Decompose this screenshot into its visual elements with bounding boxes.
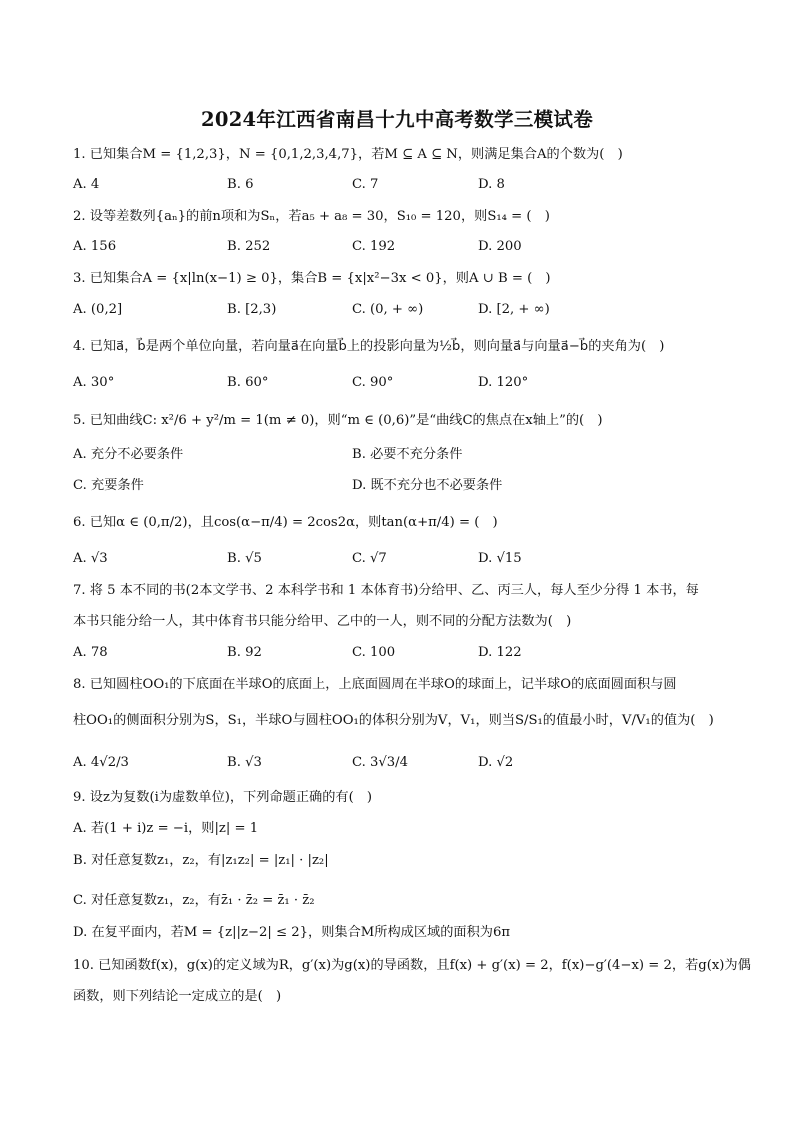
question-8-option-b: B. √3 bbox=[227, 755, 262, 770]
question-5-option-b: B. 必要不充分条件 bbox=[352, 447, 463, 462]
question-3-stem: 3. 已知集合A = {x|ln(x−1) ≥ 0}，集合B = {x|x²−3x < 0}，则A ∪ B = ( ) bbox=[73, 271, 551, 286]
question-2-option-d: D. 200 bbox=[478, 239, 522, 254]
question-7-option-a: A. 78 bbox=[73, 645, 108, 660]
question-10-stem: 10. 已知函数f(x)，g(x)的定义域为R，g′(x)为g(x)的导函数，且f(x) + g′(x) = 2，f(x)−g′(4−x) = 2，若g(x)为偶 bbox=[73, 958, 751, 973]
question-8-option-a: A. 4√2/3 bbox=[73, 755, 129, 770]
question-3-option-d: D. [2, + ∞) bbox=[478, 302, 550, 317]
question-2-option-b: B. 252 bbox=[227, 239, 271, 254]
question-7-option-d: D. 122 bbox=[478, 645, 522, 660]
question-2-option-c: C. 192 bbox=[352, 239, 396, 254]
question-3-option-c: C. (0, + ∞) bbox=[352, 302, 424, 317]
question-4-option-b: B. 60° bbox=[227, 375, 269, 390]
question-4-option-d: D. 120° bbox=[478, 375, 529, 390]
question-9-option-a: A. 若(1 + i)z = −i，则|z| = 1 bbox=[73, 821, 259, 836]
question-9-stem: 9. 设z为复数(i为虚数单位)，下列命题正确的有( ) bbox=[73, 790, 373, 805]
question-5-option-d: D. 既不充分也不必要条件 bbox=[352, 478, 503, 493]
question-9-option-c: C. 对任意复数z₁，z₂，有z̄₁ · z̄₂ = z̄₁ · z̄₂ bbox=[73, 893, 315, 908]
question-7-stem-continued: 本书只能分给一人，其中体育书只能分给甲、乙中的一人，则不同的分配方法数为( ) bbox=[73, 614, 572, 629]
question-4-option-a: A. 30° bbox=[73, 375, 115, 390]
question-6-option-d: D. √15 bbox=[478, 551, 522, 566]
question-1-option-c: C. 7 bbox=[352, 177, 379, 192]
question-1-stem: 1. 已知集合M = {1,2,3}，N = {0,1,2,3,4,7}，若M ⊆ A ⊆ N，则满足集合A的个数为( ) bbox=[73, 147, 623, 162]
question-5-option-c: C. 充要条件 bbox=[73, 478, 144, 493]
question-7-option-c: C. 100 bbox=[352, 645, 396, 660]
question-8-stem: 8. 已知圆柱OO₁的下底面在半球O的底面上，上底面圆周在半球O的球面上，记半球O的底面圆面积与圆 bbox=[73, 677, 677, 692]
question-8-stem-continued: 柱OO₁的侧面积分别为S，S₁，半球O与圆柱OO₁的体积分别为V，V₁，则当S/S₁的值最小时，V/V₁的值为( ) bbox=[73, 713, 714, 728]
question-3-option-a: A. (0,2] bbox=[73, 302, 123, 317]
question-5-stem: 5. 已知曲线C: x²/6 + y²/m = 1(m ≠ 0)，则“m ∈ (0,6)”是“曲线C的焦点在x轴上”的( ) bbox=[73, 413, 603, 428]
question-2-option-a: A. 156 bbox=[73, 239, 117, 254]
question-6-stem: 6. 已知α ∈ (0,π/2)，且cos(α−π/4) = 2cos2α，则tan(α+π/4) = ( ) bbox=[73, 515, 498, 530]
question-1-option-d: D. 8 bbox=[478, 177, 505, 192]
question-7-option-b: B. 92 bbox=[227, 645, 262, 660]
question-6-option-c: C. √7 bbox=[352, 551, 387, 566]
question-6-option-b: B. √5 bbox=[227, 551, 262, 566]
question-7-stem: 7. 将 5 本不同的书(2本文学书、2 本科学书和 1 本体育书)分给甲、乙、丙三人，每人至少分得 1 本书，每 bbox=[73, 583, 699, 598]
page-title: 2024年江西省南昌十九中高考数学三模试卷 bbox=[200, 108, 594, 131]
question-9-option-d: D. 在复平面内，若M = {z||z−2| ≤ 2}，则集合M所构成区域的面积为6π bbox=[73, 925, 511, 940]
question-4-option-c: C. 90° bbox=[352, 375, 394, 390]
question-3-option-b: B. [2,3) bbox=[227, 302, 277, 317]
question-2-stem: 2. 设等差数列{aₙ}的前n项和为Sₙ，若a₅ + a₈ = 30，S₁₀ = 120，则S₁₄ = ( ) bbox=[73, 209, 550, 224]
question-1-option-a: A. 4 bbox=[73, 177, 100, 192]
question-8-option-c: C. 3√3/4 bbox=[352, 755, 409, 770]
question-10-stem-continued: 函数，则下列结论一定成立的是( ) bbox=[73, 989, 282, 1004]
question-6-option-a: A. √3 bbox=[73, 551, 108, 566]
question-8-option-d: D. √2 bbox=[478, 755, 514, 770]
question-9-option-b: B. 对任意复数z₁，z₂，有|z₁z₂| = |z₁| · |z₂| bbox=[73, 853, 329, 868]
question-4-stem: 4. 已知a⃗，b⃗是两个单位向量，若向量a⃗在向量b⃗上的投影向量为½b⃗，则向量a⃗与向量a⃗−b⃗的夹角为( ) bbox=[73, 339, 665, 354]
question-1-option-b: B. 6 bbox=[227, 177, 254, 192]
question-5-option-a: A. 充分不必要条件 bbox=[73, 447, 184, 462]
